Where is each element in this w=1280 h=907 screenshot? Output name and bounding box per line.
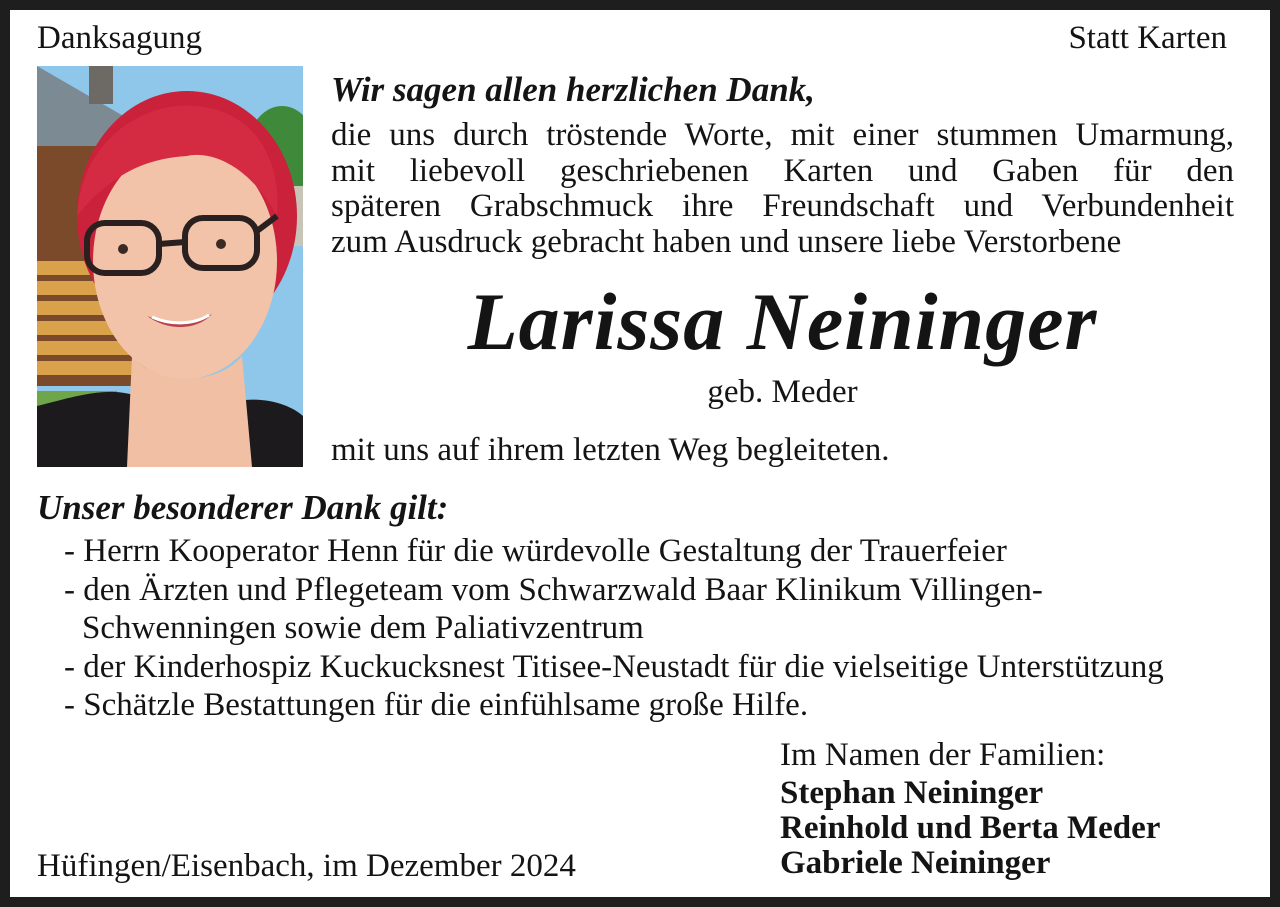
intro-line: die uns durch tröstende Worte, mit einer stummen Umarmung, [331,117,1234,153]
obituary-card [10,10,1270,897]
intro-heading: Wir sagen allen herzlichen Dank, [331,70,815,109]
deceased-name: Larissa Neininger [467,276,1098,367]
signature-block [780,738,1160,881]
maiden-name: geb. Meder [707,374,858,410]
list-item [64,532,1164,571]
family-name: Gabriele Neininger [780,845,1051,881]
thanks-item-continuation: Schwenningen sowie dem Paliativzentrum [82,610,644,646]
list-item [64,686,1164,725]
thanks-item-text: - den Ärzten und Pflegeteam vom Schwarzwald Baar Klinikum Villingen- [64,571,1043,608]
header-statt-karten: Statt Karten [1068,20,1227,56]
intro-text [331,118,1234,260]
header-danksagung: Danksagung [37,20,202,56]
portrait-illustration [37,66,303,467]
family-name: Reinhold und Berta Meder [780,810,1161,846]
list-item [64,648,1164,687]
list-item [64,571,1164,648]
thanks-heading: Unser besonderer Dank gilt: [37,488,449,527]
thanks-item-text: - Herrn Kooperator Henn für die würdevolle Gestaltung der Trauerfeier [64,533,1007,569]
intro-line: späteren Grabschmuck ihre Freundschaft und Verbundenheit [331,188,1234,224]
place-date: Hüfingen/Eisenbach, im Dezember 2024 [37,848,576,884]
family-name: Stephan Neininger [780,775,1044,811]
thanks-item-text: - Schätzle Bestattungen für die einfühlsame große Hilfe. [64,687,809,723]
intro-line: zum Ausdruck gebracht haben und unsere liebe Verstorbene [331,223,1122,260]
thanks-list [64,532,1164,725]
portrait-photo [37,66,303,467]
closing-line: mit uns auf ihrem letzten Weg begleiteten. [331,432,890,468]
on-behalf-label: Im Namen der Familien: [780,737,1106,773]
thanks-item-text: - der Kinderhospiz Kuckucksnest Titisee-Neustadt für die vielseitige Unterstützung [64,648,1164,685]
intro-line: mit liebevoll geschriebenen Karten und Gaben für den [331,152,1234,189]
